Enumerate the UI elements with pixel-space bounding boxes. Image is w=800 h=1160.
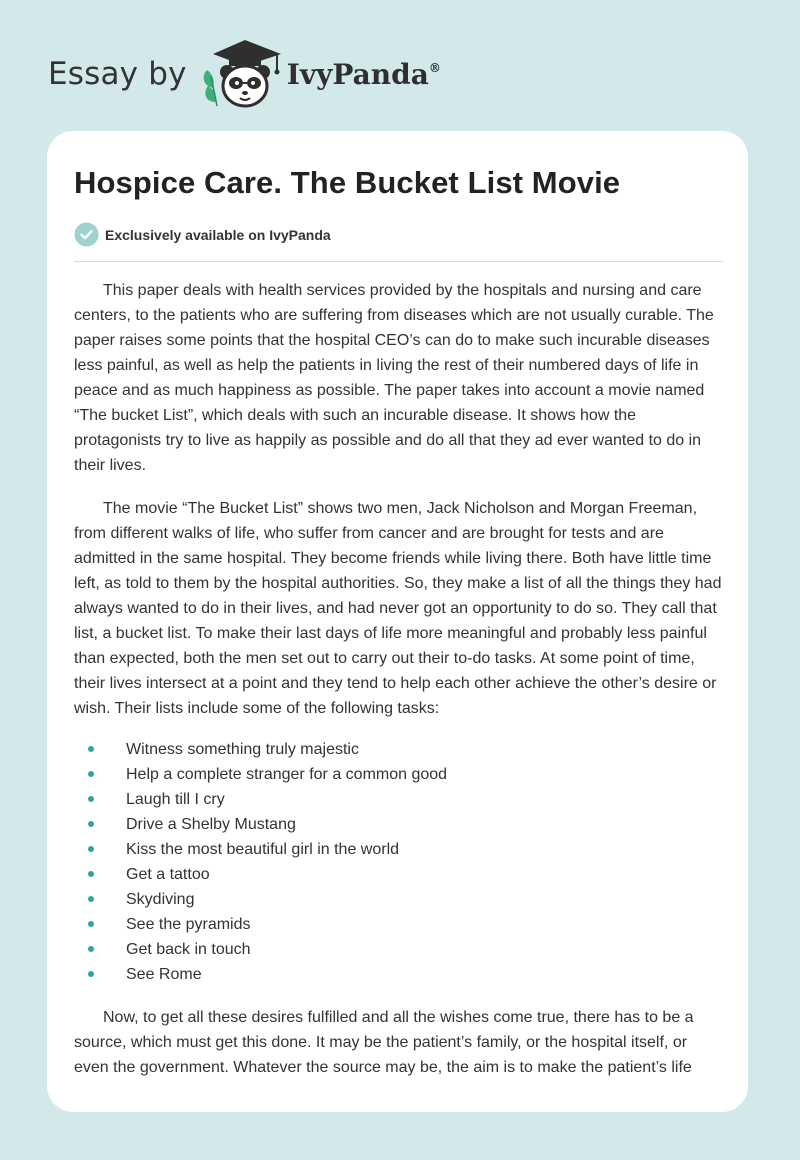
bucket-list — [74, 737, 726, 987]
essay-title: Hospice Care. The Bucket List Movie — [74, 165, 621, 200]
list-item: Kiss the most beautiful girl in the world — [74, 837, 726, 862]
exclusive-badge-text: Exclusively available on IvyPanda — [105, 226, 331, 243]
list-item: See the pyramids — [74, 912, 726, 937]
essay-card — [47, 131, 748, 1112]
exclusive-badge — [74, 222, 331, 247]
bullet-icon — [88, 771, 94, 777]
bullet-icon — [88, 796, 94, 802]
brand-name[interactable]: IvyPanda® — [286, 57, 441, 91]
essay-by-label: Essay by — [48, 56, 187, 92]
list-item: Witness something truly majestic — [74, 737, 726, 762]
essay-body — [74, 278, 726, 1098]
paragraph-2: The movie “The Bucket List” shows two men, Jack Nicholson and Morgan Freeman, from different walks of life, who suffer from cancer and are brought for tests and are admitted in the same hospital. They become friends while living there. Both have little time left, as told to them by the hospital authorities. So, they make a list of all the things they had always wanted to do in their lives, and had never got an opportunity to do so. They call that list, a bucket list. To make their last days of life more meaningful and probably less painful than expected, both the men set out to carry out their to-do tasks. At some point of time, their lives intersect at a point and they tend to help each other achieve the other’s desire or wish. Their lists include some of the following tasks: — [74, 500, 722, 717]
title-divider — [74, 261, 723, 262]
list-item: Skydiving — [74, 887, 726, 912]
site-header — [48, 36, 441, 112]
panda-graduate-icon[interactable] — [199, 36, 285, 112]
bullet-icon — [88, 821, 94, 827]
paragraph-3: Now, to get all these desires fulfilled and all the wishes come true, there has to be a source, which must get this done. It may be the patient’s family, or the hospital itself, or even the government. Whatever the source may be, the aim is to make the patient’s life — [74, 1009, 694, 1076]
bullet-icon — [88, 946, 94, 952]
paragraph-1: This paper deals with health services provided by the hospitals and nursing and care centers, to the patients who are suffering from diseases which are not usually curable. The paper raises some points that the hospital CEO’s can do to make such incurable diseases less painful, as well as help the patients in living the rest of their numbered days of life in peace and as much happiness as possible. The paper takes into account a movie named “The bucket List”, which deals with such an incurable disease. It shows how the protagonists try to live as happily as possible and do all that they ad ever wanted to do in their lives. — [74, 282, 714, 474]
bullet-icon — [88, 971, 94, 977]
bullet-icon — [88, 746, 94, 752]
list-item: Get back in touch — [74, 937, 726, 962]
bullet-icon — [88, 871, 94, 877]
bullet-icon — [88, 921, 94, 927]
list-item: Help a complete stranger for a common good — [74, 762, 726, 787]
bullet-icon — [88, 896, 94, 902]
list-item: Get a tattoo — [74, 862, 726, 887]
registered-mark: ® — [428, 60, 441, 75]
list-item: Drive a Shelby Mustang — [74, 812, 726, 837]
bullet-icon — [88, 846, 94, 852]
list-item: Laugh till I cry — [74, 787, 726, 812]
check-circle-icon — [74, 222, 99, 247]
list-item: See Rome — [74, 962, 726, 987]
